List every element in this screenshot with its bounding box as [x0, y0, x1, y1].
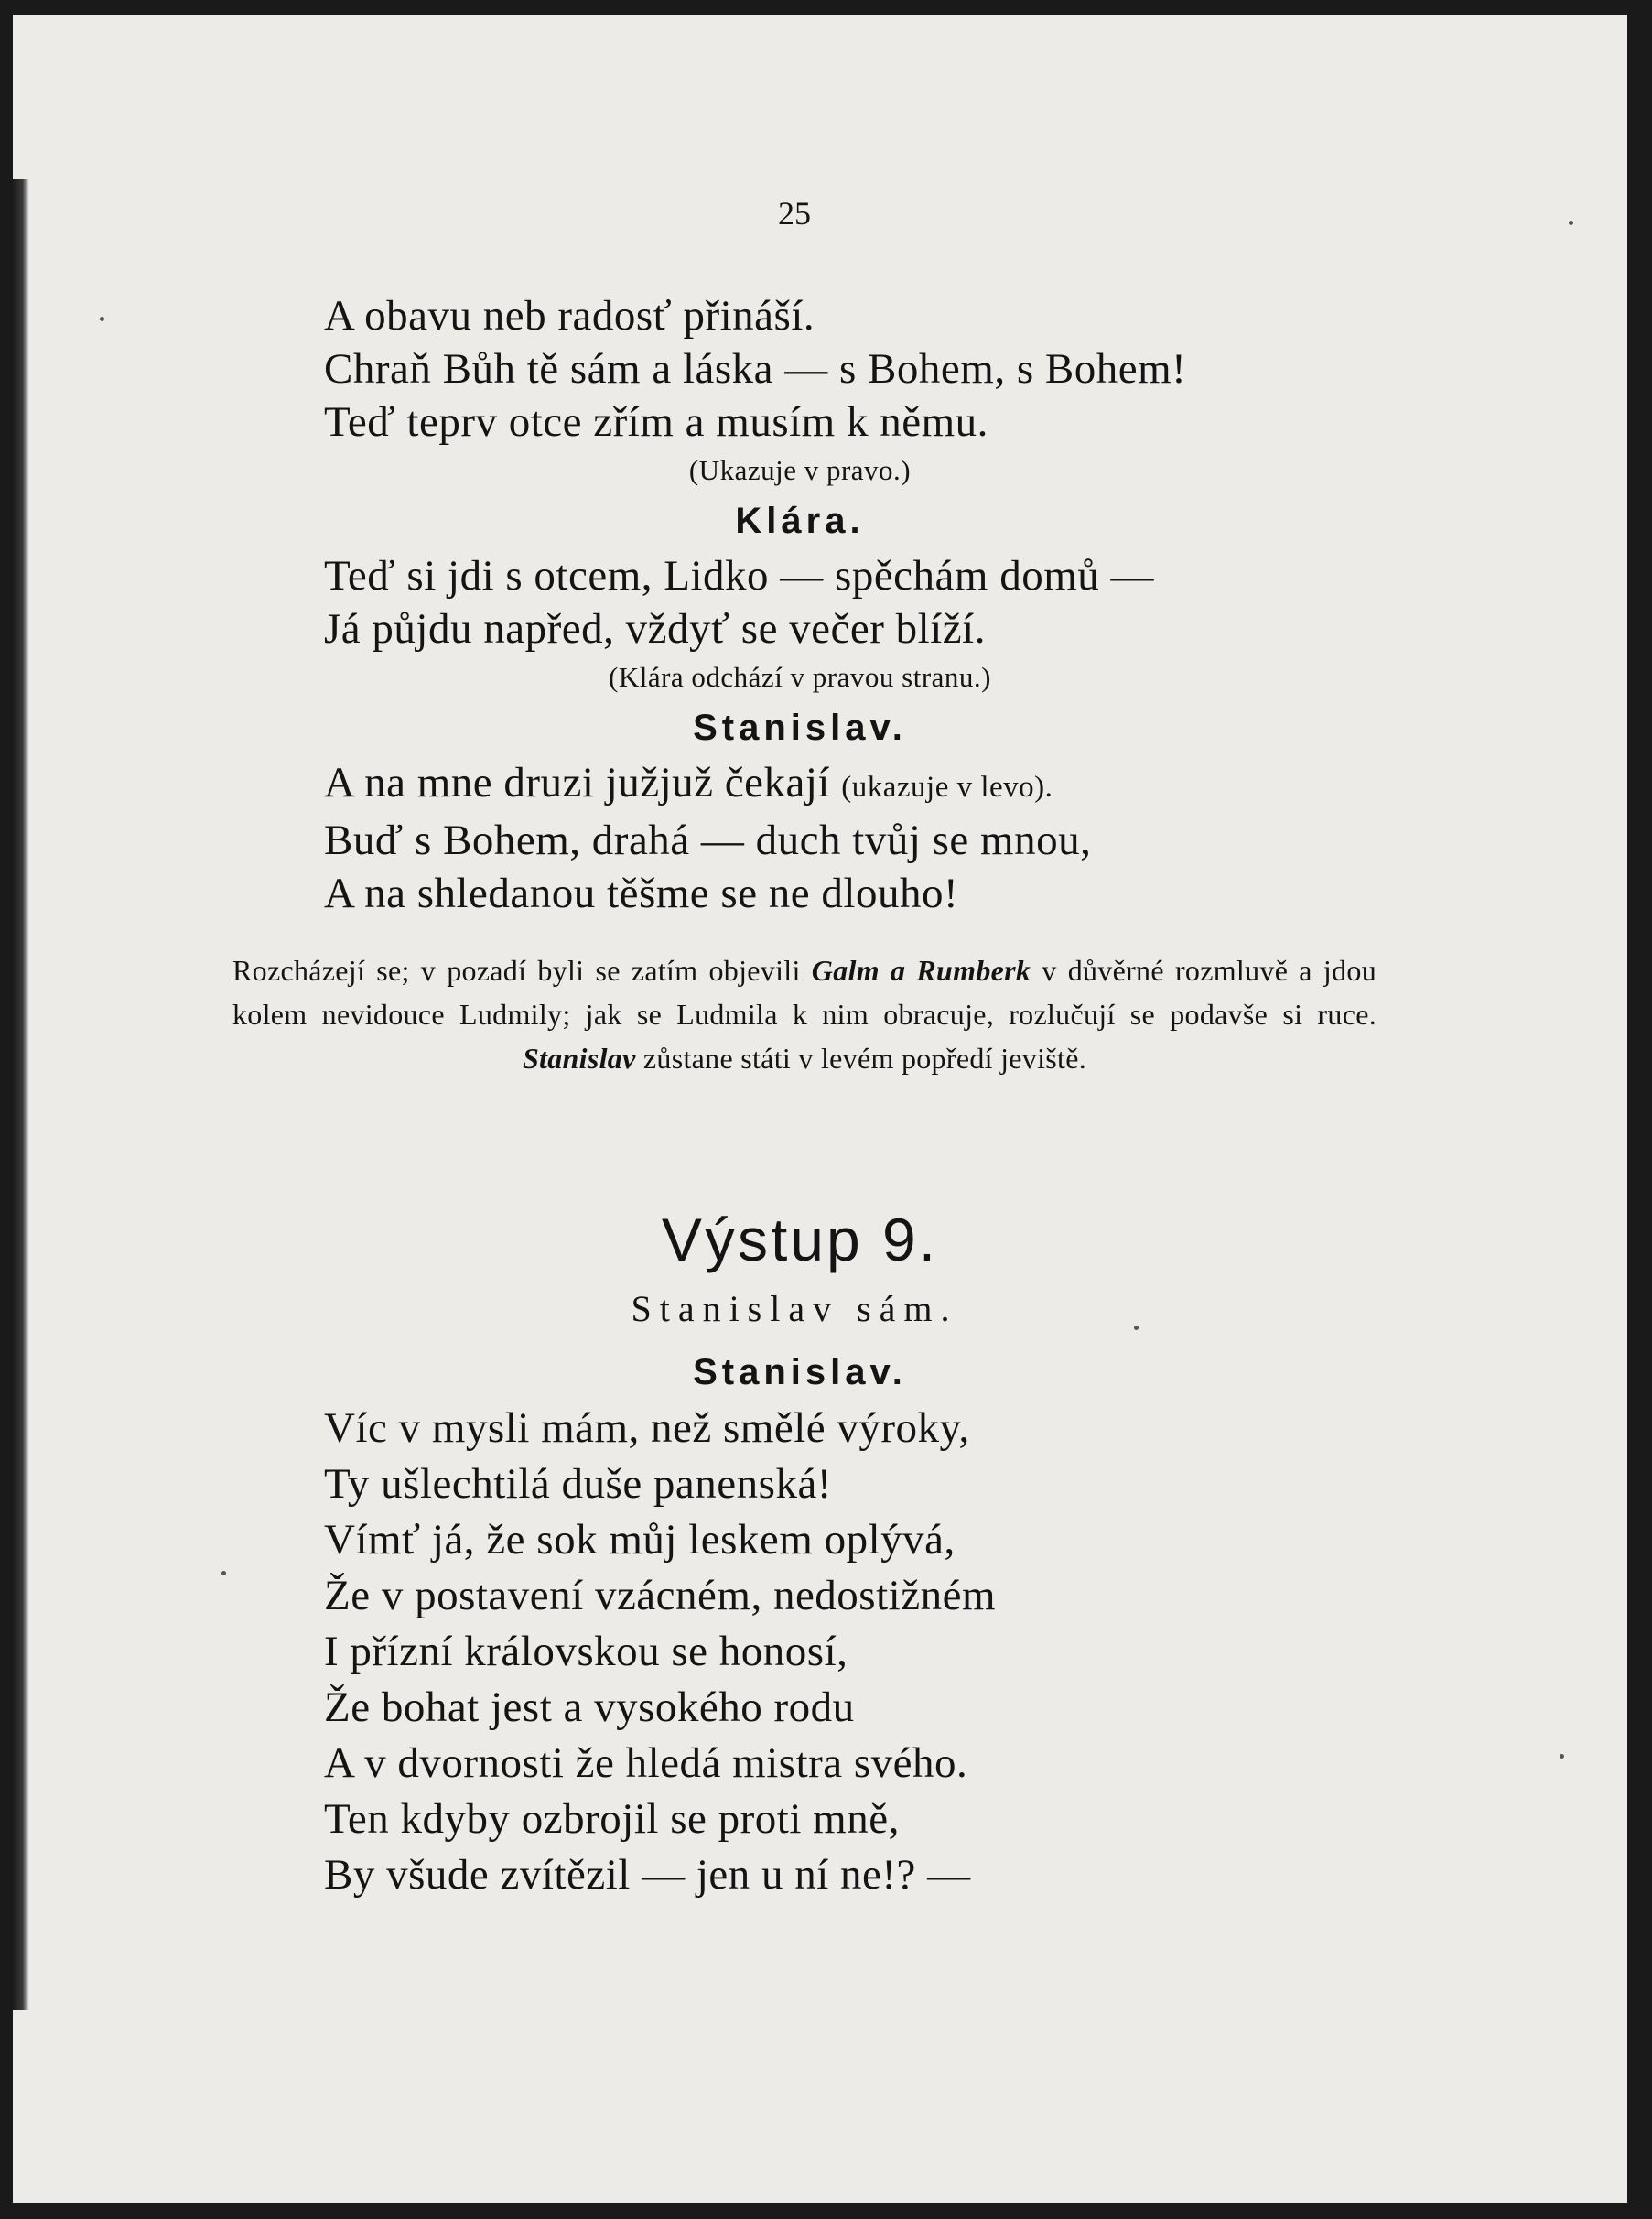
stage-text: zůstane státi v levém popředí jeviště. — [642, 1042, 1087, 1075]
stage-direction: (Ukazuje v pravo.) — [688, 454, 912, 486]
inline-stage-direction: (ukazuje v levo). — [841, 771, 1053, 804]
speaker-name: Klára. — [735, 501, 865, 541]
verse-line: Já půjdu napřed, vždyť se večer blíží. — [324, 605, 986, 653]
book-page — [13, 15, 1627, 2203]
verse-line: I přízní královskou se honosí, — [324, 1628, 848, 1675]
stage-direction: (Klára odchází v pravou stranu.) — [609, 661, 991, 693]
paper-speck — [1569, 221, 1573, 225]
speaker-name: Stanislav. — [693, 1352, 907, 1392]
paper-speck — [1560, 1754, 1564, 1759]
verse-line: By všude zvítězil — jen u ní ne!? — — [324, 1851, 971, 1899]
verse-line: Teď si jdi s otcem, Lidko — spěchám domů — — [324, 552, 1155, 600]
stage-direction-paragraph — [232, 948, 1377, 1080]
verse-line: Ten kdyby ozbrojil se proti mně, — [324, 1795, 900, 1843]
paper-speck — [221, 1571, 226, 1575]
verse-line: A v dvornosti že hledá mistra svého. — [324, 1739, 968, 1787]
paper-speck — [100, 317, 104, 321]
speaker-name: Stanislav. — [693, 708, 907, 748]
verse-line: Buď s Bohem, drahá — duch tvůj se mnou, — [324, 817, 1092, 864]
character-names: Galm a Rumberk — [811, 954, 1031, 987]
verse-line: Víc v mysli mám, než smělé výroky, — [324, 1404, 970, 1452]
character-name: Stanislav — [522, 1042, 636, 1075]
verse-line: Ty ušlechtilá duše panenská! — [324, 1460, 832, 1508]
scene-title: Výstup 9. — [661, 1206, 939, 1273]
verse-line: A na shledanou těšme se ne dlouho! — [324, 870, 959, 917]
verse-line: Teď teprv otce zřím a musím k němu. — [324, 398, 988, 446]
opening-verse — [324, 289, 1404, 920]
verse-line: Vímť já, že sok můj leskem oplývá, — [324, 1516, 956, 1564]
page-spine-shadow — [13, 179, 29, 2010]
paper-speck — [1134, 1326, 1139, 1330]
scene-cast: Stanislav sám. — [631, 1288, 958, 1329]
verse-line: Že bohat jest a vysokého rodu — [324, 1683, 855, 1731]
verse-line — [324, 756, 1404, 814]
stage-text: Rozcházejí se; v pozadí byli se zatím objevili — [232, 954, 801, 987]
verse-line: Chraň Bůh tě sám a láska — s Bohem, s Bohem! — [324, 345, 1187, 393]
page-number: 25 — [778, 195, 811, 232]
verse-line: A obavu neb radosť přináší. — [324, 292, 815, 340]
closing-verse — [324, 1344, 1404, 1903]
verse-line: Že v postavení vzácném, nedostižném — [324, 1572, 996, 1619]
verse-text: A na mne druzi južjuž čekají — [324, 759, 830, 806]
stage-text: v důvěrné rozmluvě a jdou kolem nevidouce Ludmily; jak se Ludmila k nim obracuje, rozlučují se podavše si ruce. — [232, 954, 1377, 1031]
